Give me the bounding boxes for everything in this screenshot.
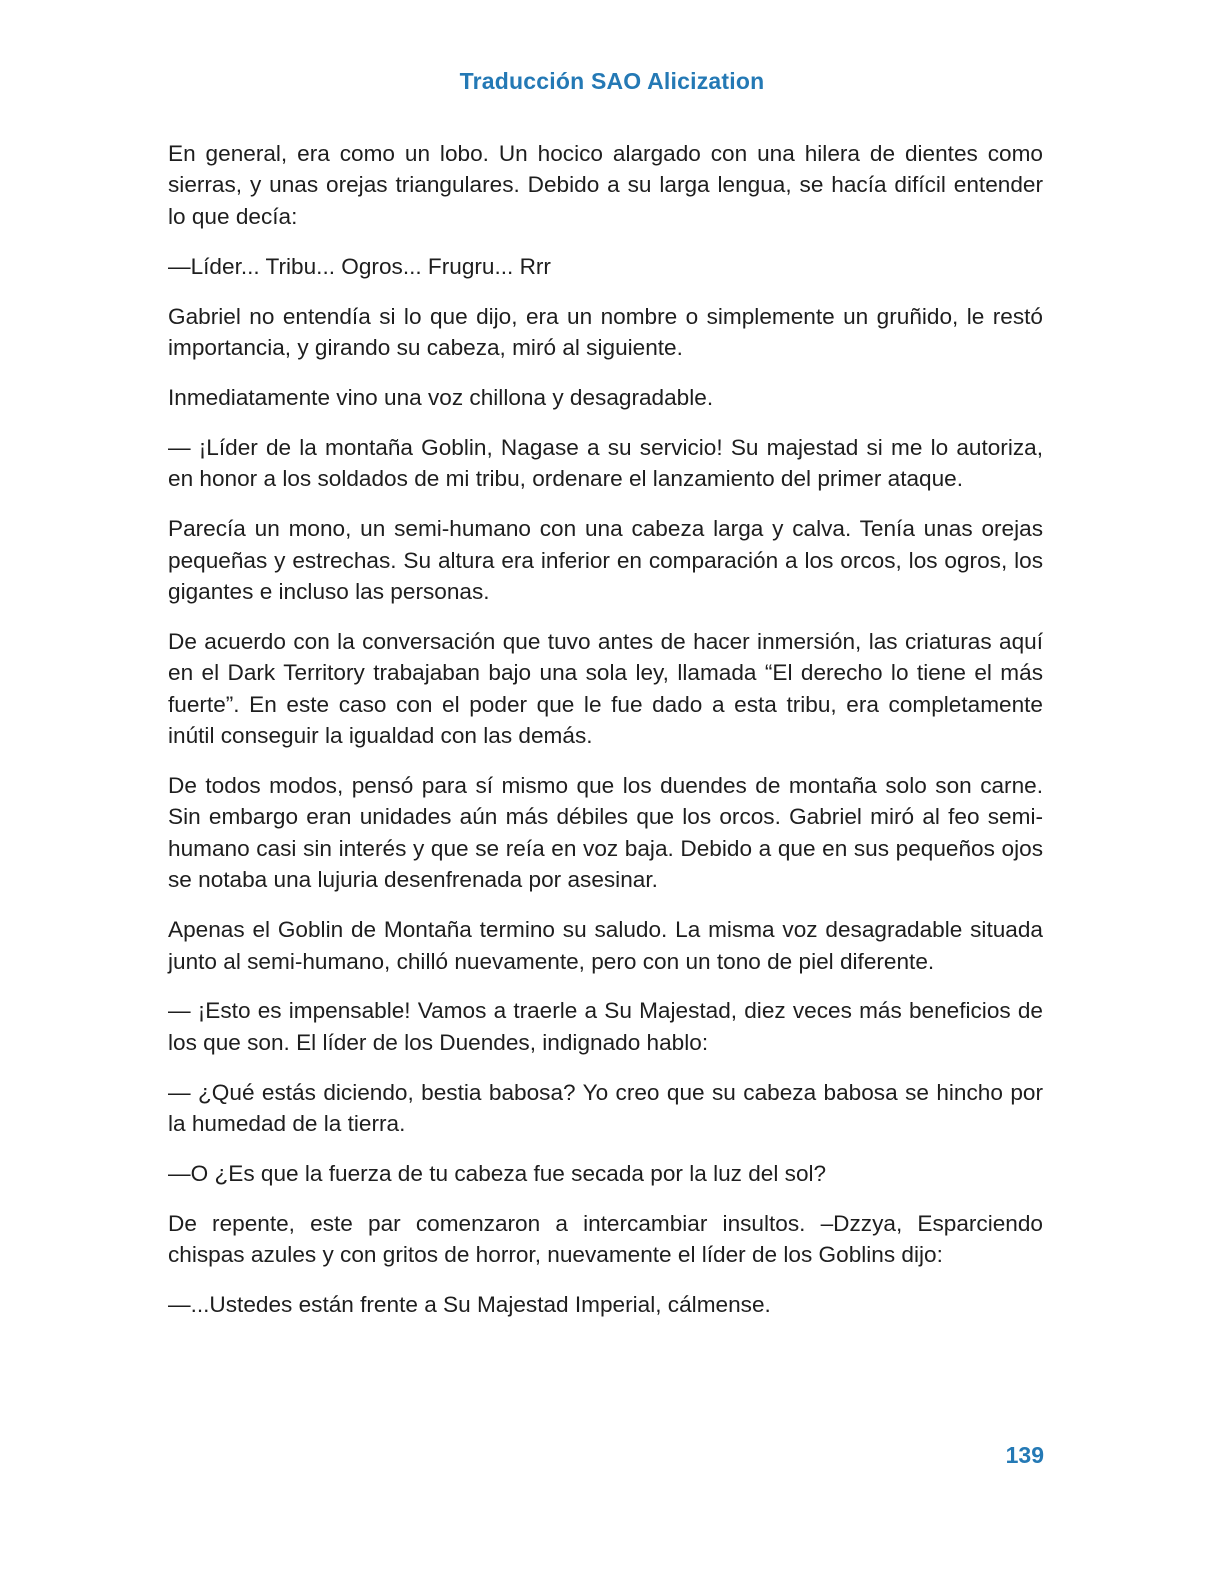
page-number: 139: [1005, 1442, 1044, 1468]
page-header-title: Traducción SAO Alicization: [459, 68, 765, 94]
paragraph: Inmediatamente vino una voz chillona y desagradable.: [168, 384, 714, 410]
paragraph: De repente, este par comenzaron a intercambiar insultos. –Dzzya, Esparciendo chispas azules y con gritos de horror, nuevamente el líder de los Goblins dijo:: [168, 1210, 1043, 1268]
body-text: [168, 138, 1043, 1339]
paragraph: —...Ustedes están frente a Su Majestad Imperial, cálmense.: [168, 1292, 771, 1318]
paragraph: Apenas el Goblin de Montaña termino su saludo. La misma voz desagradable situada junto al semi-humano, chilló nuevamente, pero con un tono de piel diferente.: [168, 917, 1043, 974]
paragraph: —O ¿Es que la fuerza de tu cabeza fue secada por la luz del sol?: [168, 1161, 827, 1187]
paragraph: — ¡Esto es impensable! Vamos a traerle a Su Majestad, diez veces más beneficios de los que son. El líder de los Duendes, indignado hablo:: [168, 998, 1043, 1055]
paragraph: — ¡Líder de la montaña Goblin, Nagase a su servicio! Su majestad si me lo autoriza, en honor a los soldados de mi tribu, ordenare el lanzamiento del primer ataque.: [168, 434, 1043, 492]
paragraph: De acuerdo con la conversación que tuvo antes de hacer inmersión, las criaturas aquí en el Dark Territory trabajaban bajo una sola ley, llamada “El derecho lo tiene el más fuerte”. En este caso con el poder que le fue dado a esta tribu, era completamente inútil conseguir la igualdad con las demás.: [168, 628, 1043, 749]
paragraph: En general, era como un lobo. Un hocico alargado con una hilera de dientes como sierras, y unas orejas triangulares. Debido a su larga lengua, se hacía difícil entender lo que decía:: [168, 141, 1043, 229]
paragraph: Parecía un mono, un semi-humano con una cabeza larga y calva. Tenía unas orejas pequeñas y estrechas. Su altura era inferior en comparación a los orcos, los ogros, los gigantes e incluso las personas.: [168, 516, 1043, 604]
paragraph: De todos modos, pensó para sí mismo que los duendes de montaña solo son carne. Sin embargo eran unidades aún más débiles que los orcos. Gabriel miró al feo semi-humano casi sin interés y que se reía en voz baja. Debido a que en sus pequeños ojos se notaba una lujuria desenfrenada por asesinar.: [168, 773, 1043, 893]
paragraph: —Líder... Tribu... Ogros... Frugru... Rrr: [168, 253, 551, 279]
paragraph: — ¿Qué estás diciendo, bestia babosa? Yo creo que su cabeza babosa se hincho por la humedad de la tierra.: [168, 1079, 1043, 1137]
paragraph: Gabriel no entendía si lo que dijo, era un nombre o simplemente un gruñido, le restó importancia, y girando su cabeza, miró al siguiente.: [168, 303, 1043, 361]
